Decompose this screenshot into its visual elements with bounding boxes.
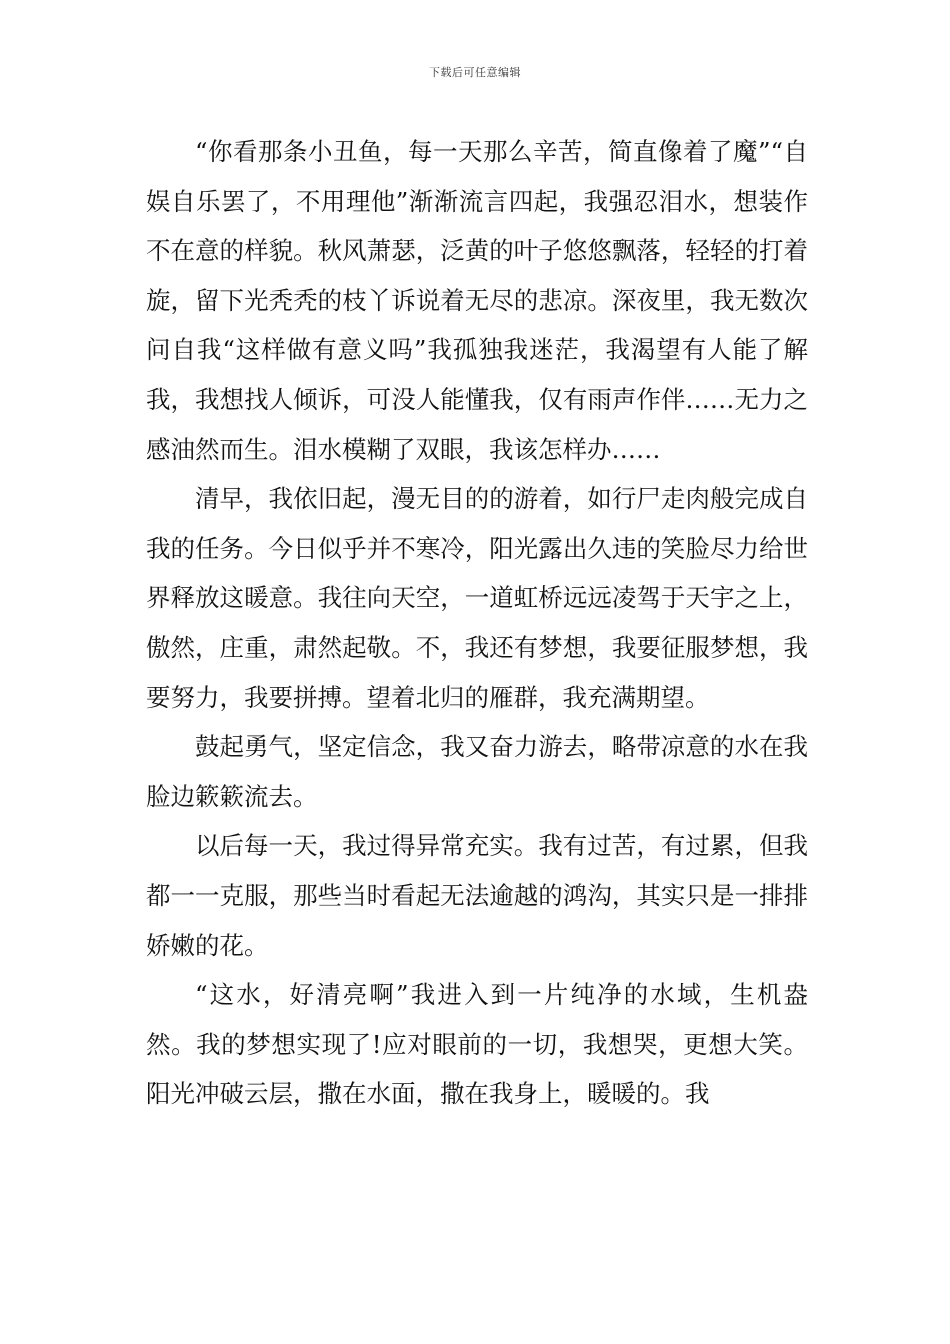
paragraph: “这水，好清亮啊”我进入到一片纯净的水域，生机盎然。我的梦想实现了!应对眼前的一切，我想哭，更想大笑。阳光冲破云层，撒在水面，撒在我身上，暖暖的。我 bbox=[146, 980, 808, 1109]
paragraph: 鼓起勇气，坚定信念，我又奋力游去，略带凉意的水在我脸边簌簌流去。 bbox=[146, 732, 808, 811]
paragraph: 清早，我依旧起，漫无目的的游着，如行尸走肉般完成自我的任务。今日似乎并不寒冷，阳光露出久违的笑脸尽力给世界释放这暖意。我往向天空，一道虹桥远远凌驾于天宇之上，傲然，庄重，肃然起敬。不，我还有梦想，我要征服梦想，我要努力，我要拼搏。望着北归的雁群，我充满期望。 bbox=[146, 484, 808, 712]
paragraph: 以后每一天，我过得异常充实。我有过苦，有过累，但我都一一克服，那些当时看起无法逾越的鸿沟，其实只是一排排娇嫩的花。 bbox=[146, 831, 808, 960]
paragraph: “你看那条小丑鱼，每一天那么辛苦，简直像着了魔”“自娱自乐罢了，不用理他”渐渐流言四起，我强忍泪水，想装作不在意的样貌。秋风萧瑟，泛黄的叶子悠悠飘落，轻轻的打着旋，留下光秃秃的枝丫诉说着无尽的悲凉。深夜里，我无数次问自我“这样做有意义吗”我孤独我迷茫，我渴望有人能了解我，我想找人倾诉，可没人能懂我，仅有雨声作伴……无力之感油然而生。泪水模糊了双眼，我该怎样办…… bbox=[146, 137, 808, 464]
document-body bbox=[146, 127, 808, 1119]
page-header: 下载后可任意编辑 bbox=[429, 66, 521, 79]
